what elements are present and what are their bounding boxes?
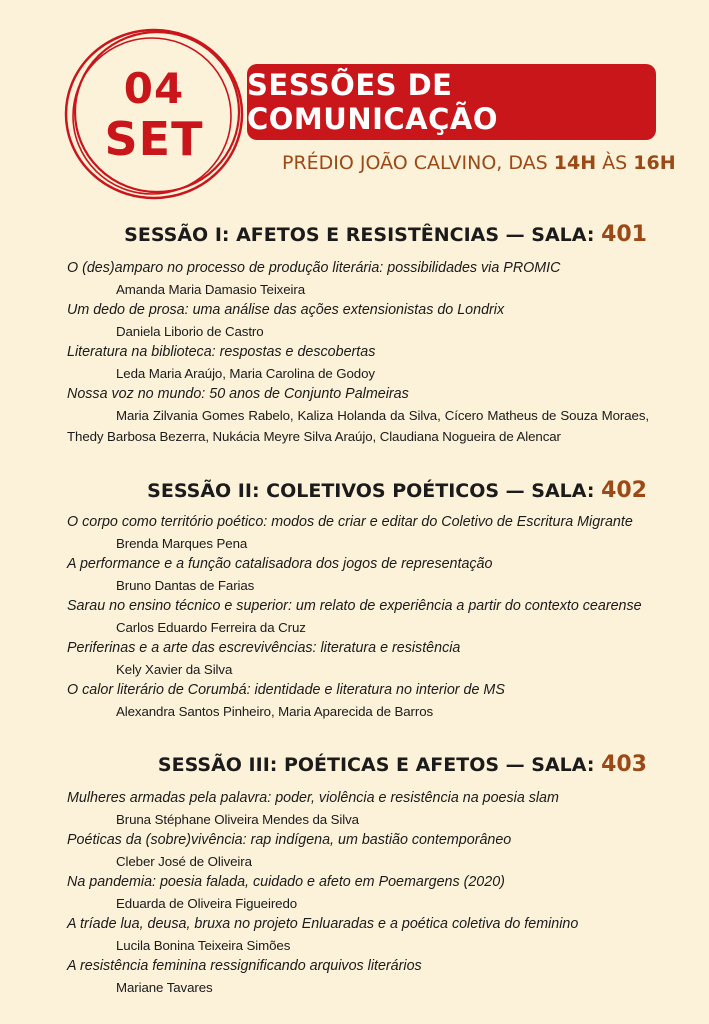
talk-title: Sarau no ensino técnico e superior: um relato de experiência a partir do contexto cearense (67, 598, 642, 614)
location-middle: ÀS (596, 152, 634, 174)
session-2-talks (67, 512, 649, 722)
talk-authors: Bruno Dantas de Farias (116, 578, 255, 593)
talk-authors: Cleber José de Oliveira (116, 854, 252, 869)
session-1-title: SESSÃO I: AFETOS E RESISTÊNCIAS — SALA: (124, 224, 602, 246)
talk-title: Periferinas e a arte das escrevivências: literatura e resistência (67, 640, 461, 656)
page-title: SESSÕES DE COMUNICAÇÃO (247, 68, 499, 136)
talk-title: O calor literário de Corumbá: identidade e literatura no interior de MS (67, 682, 505, 698)
talk-title: A resistência feminina ressignificando arquivos literários (67, 958, 422, 974)
talk-authors: Amanda Maria Damasio Teixeira (116, 282, 306, 297)
talk-authors: Maria Zilvania Gomes Rabelo, Kaliza Holanda da Silva, Cícero Matheus de Souza Moraes, Thedy Barbosa Bezerra, Nukácia Meyre Silva Araújo, Claudiana Nogueira de Alencar (67, 408, 649, 444)
talk-title: Literatura na biblioteca: respostas e descobertas (67, 344, 376, 360)
session-2-title: SESSÃO II: COLETIVOS POÉTICOS — SALA: (147, 480, 602, 502)
session-3-talks (67, 788, 649, 998)
talk-authors: Kely Xavier da Silva (116, 662, 233, 677)
location-text: PRÉDIO JOÃO CALVINO, DAS (282, 152, 554, 174)
talk-title: Na pandemia: poesia falada, cuidado e afeto em Poemargens (2020) (67, 874, 505, 890)
session-3-room: 403 (601, 752, 647, 777)
talk-authors: Bruna Stéphane Oliveira Mendes da Silva (116, 812, 359, 827)
date-day: 04 (123, 64, 185, 113)
session-2-room: 402 (601, 478, 647, 503)
title-banner (247, 64, 656, 140)
talk-title: O corpo como território poético: modos de criar e editar do Coletivo de Escritura Migrante (67, 514, 633, 530)
time-start: 14H (553, 152, 597, 174)
talk-title: Nossa voz no mundo: 50 anos de Conjunto Palmeiras (67, 386, 409, 402)
talk-authors: Mariane Tavares (116, 980, 213, 995)
talk-authors: Lucila Bonina Teixeira Simões (116, 938, 291, 953)
talk-authors: Daniela Liborio de Castro (116, 324, 264, 339)
session-3-title: SESSÃO III: POÉTICAS E AFETOS — SALA: (157, 754, 602, 776)
session-2-heading (147, 478, 647, 503)
time-end: 16H (633, 152, 676, 174)
talk-title: O (des)amparo no processo de produção literária: possibilidades via PROMIC (67, 260, 561, 276)
talk-title: Um dedo de prosa: uma análise das ações extensionistas do Londrix (67, 302, 505, 318)
talk-title: A performance e a função catalisadora dos jogos de representação (67, 556, 493, 572)
talk-authors: Alexandra Santos Pinheiro, Maria Aparecida de Barros (116, 704, 434, 719)
talk-authors: Leda Maria Araújo, Maria Carolina de Godoy (116, 366, 375, 381)
session-1-room: 401 (601, 222, 647, 247)
location-line (282, 152, 676, 174)
talk-title: Mulheres armadas pela palavra: poder, violência e resistência na poesia slam (67, 790, 559, 806)
session-1-heading (124, 222, 647, 247)
talk-authors: Eduarda de Oliveira Figueiredo (116, 896, 298, 911)
talk-title: Poéticas da (sobre)vivência: rap indígena, um bastião contemporâneo (67, 832, 512, 848)
session-3-heading (158, 752, 647, 777)
talk-title: A tríade lua, deusa, bruxa no projeto Enluaradas e a poética coletiva do feminino (67, 916, 579, 932)
date-month: SET (104, 112, 204, 166)
session-1-talks (67, 258, 649, 447)
talk-authors: Brenda Marques Pena (116, 536, 248, 551)
talk-authors: Carlos Eduardo Ferreira da Cruz (116, 620, 306, 635)
